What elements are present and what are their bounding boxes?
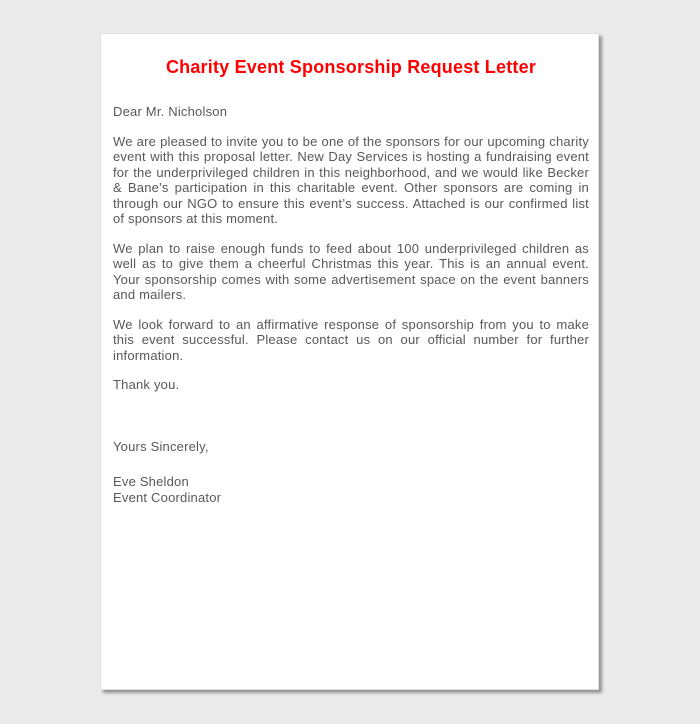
body-paragraph-1: We are pleased to invite you to be one of the sponsors for our upcoming charity event with this proposal letter. New Day Services is hosting a fundraising event for the underprivileged children in this neighborhood, and we would like Becker & Bane’s participation in this charitable event. Other sponsors are coming in through our NGO to ensure this event’s success. Attached is our confirmed list of sponsors at this moment.	[113, 133, 589, 226]
signature-block	[113, 474, 589, 505]
salutation-line: Dear Mr. Nicholson	[113, 104, 228, 119]
signature-role: Event Coordinator	[113, 489, 222, 505]
letter-title: Charity Event Sponsorship Request Letter	[165, 57, 537, 77]
body-paragraph-3: We look forward to an affirmative response of sponsorship from you to make this event successful. Please contact us on our official number for further information.	[113, 316, 589, 363]
thank-you-line: Thank you.	[113, 377, 180, 392]
signature-name: Eve Sheldon	[113, 474, 189, 489]
letter-page	[100, 33, 599, 690]
body-paragraph-2: We plan to raise enough funds to feed about 100 underprivileged children as well as to give them a cheerful Christmas this year. This is an annual event. Your sponsorship comes with some advertisement space on the event banners and mailers.	[113, 240, 589, 302]
closing-line: Yours Sincerely,	[113, 438, 209, 454]
